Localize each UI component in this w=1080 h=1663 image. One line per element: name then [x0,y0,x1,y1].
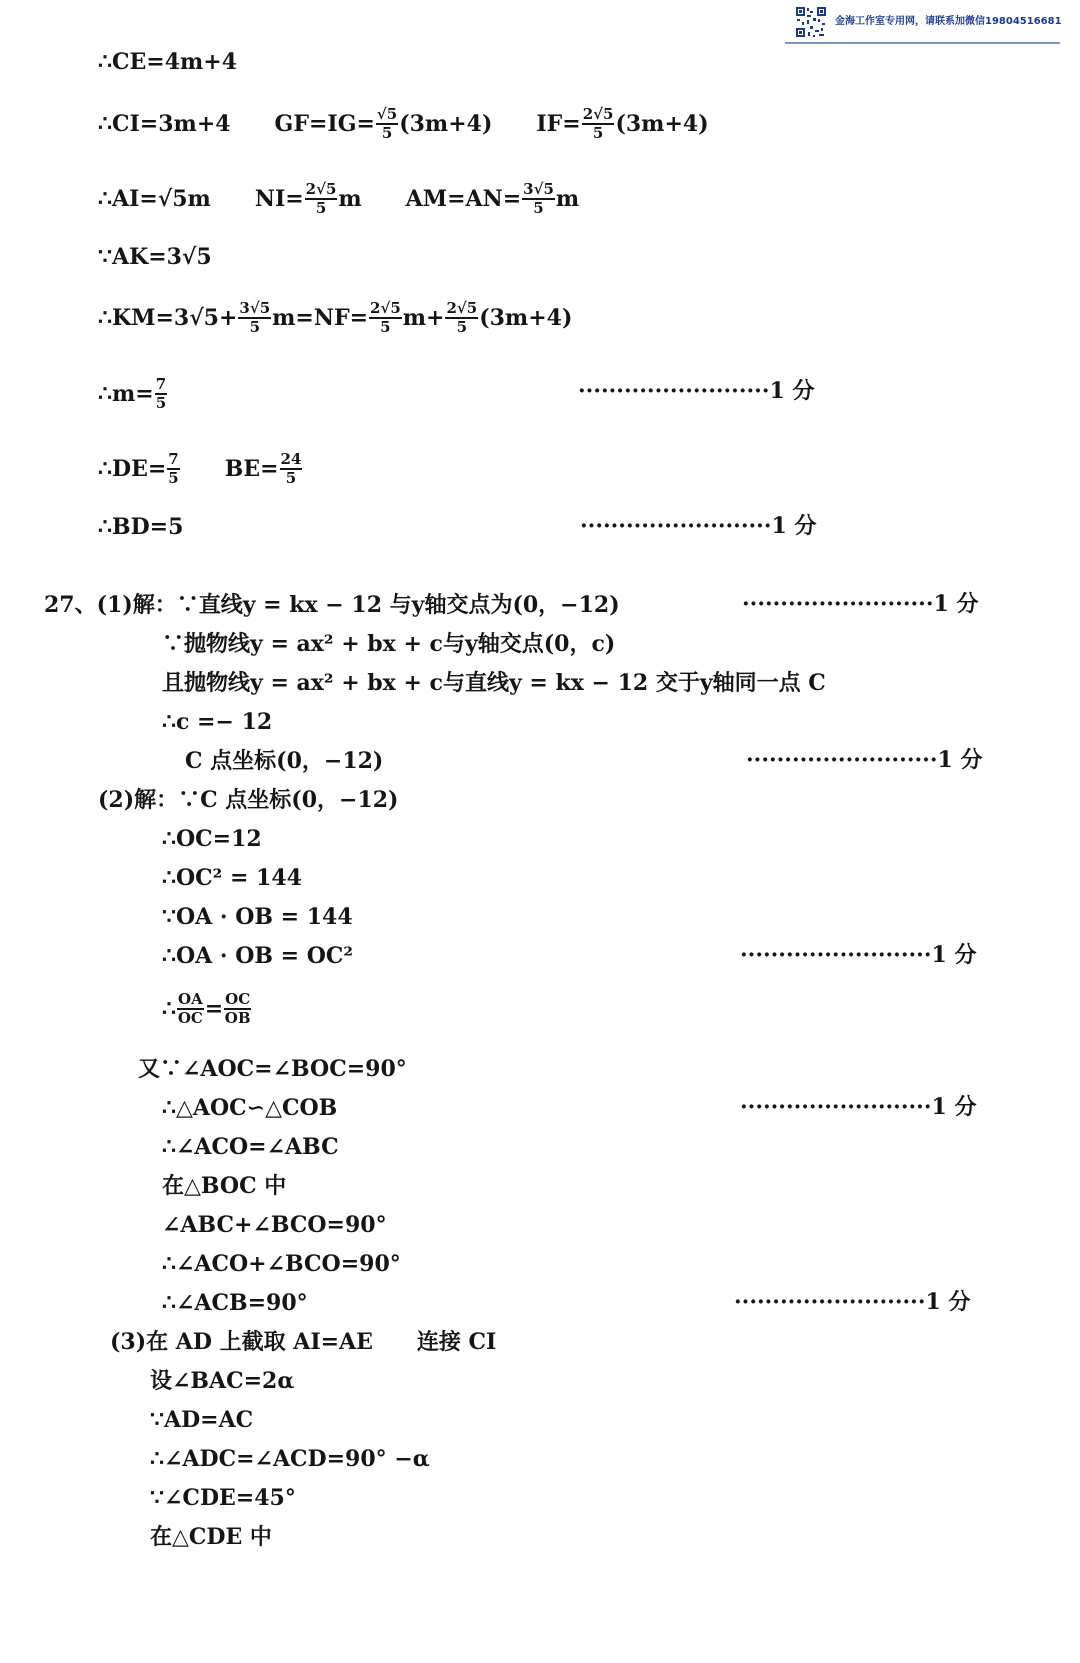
math-text: ∴m= [98,381,154,407]
math-text: 设∠BAC=2α [150,1368,295,1394]
score-mark: ·························1 分 [578,378,815,404]
solution-line [162,1209,387,1240]
fraction-denominator: 5 [155,394,167,412]
solution-line [150,1521,272,1552]
solution-line [98,784,398,815]
fraction [305,181,338,217]
fraction-denominator: OB [224,1009,251,1027]
math-text: ∴OA · OB = OC² [162,943,354,969]
math-text: ∴CI=3m+4 GF=IG= [98,111,375,137]
fraction-denominator: OC [177,1009,203,1027]
math-text: ∴AI=√5m NI= [98,186,304,212]
fraction-denominator: 5 [456,318,468,336]
math-text: ∴∠ACB=90° [162,1290,308,1316]
math-text: m+ [402,305,445,331]
fraction-denominator: 5 [380,318,391,336]
solution-line [150,1443,430,1474]
fraction [280,451,303,487]
fraction-denominator: 5 [168,469,179,487]
fraction [177,991,204,1027]
fraction [238,300,271,336]
solution-line [98,300,572,336]
math-text: ∴CE=4m+4 [98,49,238,75]
solution-line [162,667,826,698]
fraction-numerator: 3√5 [239,299,271,317]
math-text: 在△CDE 中 [150,1524,272,1550]
fraction [155,376,167,412]
math-text: = [204,996,224,1022]
solution-line [162,901,353,932]
solution-line [162,1287,308,1318]
math-text: ∴ [162,996,176,1022]
math-text: ∵∠CDE=45° [150,1485,296,1511]
solution-line [138,1053,407,1084]
fraction-numerator: 7 [155,375,167,393]
math-text: m AM=AN= [338,186,522,212]
score-mark: ·························1 分 [734,1289,971,1315]
page-header [795,6,1062,42]
fraction [376,106,398,142]
math-text: ∴c =− 12 [162,709,273,735]
solution-line [98,376,168,412]
fraction-numerator: √5 [376,105,398,123]
header-rule [785,42,1060,44]
qr-code-icon [795,6,827,38]
solution-line [162,862,302,893]
solution-line [98,181,579,217]
header-text: 金海工作室专用网，请联系加微信19804516681 [835,16,1062,27]
fraction-denominator: 5 [285,469,297,487]
math-text: ∠ABC+∠BCO=90° [162,1212,387,1238]
fraction [445,300,478,336]
math-text: (2)解：∵C 点坐标(0，−12) [98,787,399,813]
math-text: m=NF= [272,305,369,331]
fraction-denominator: 5 [381,124,393,142]
solution-line [150,1404,253,1435]
solution-line [150,1365,294,1396]
solution-line [162,1092,337,1123]
solution-line [162,706,272,737]
solution-line [162,991,252,1027]
math-text: 又∵∠AOC=∠BOC=90° [138,1056,407,1082]
fraction-numerator: OA [178,990,203,1008]
solution-line [162,1248,401,1279]
fraction-numerator: 2√5 [446,299,478,317]
solution-line [162,1170,286,1201]
math-text: ∴OC² = 144 [162,865,302,891]
math-text: ∴BD=5 [98,514,184,540]
fraction-numerator: 7 [168,450,179,468]
score-mark: ·························1 分 [746,747,983,773]
fraction-denominator: 5 [315,199,327,217]
math-text: (3m+4) [479,305,573,331]
fraction-denominator: 5 [592,124,604,142]
score-mark: ·························1 分 [740,942,977,968]
solution-line [110,1326,496,1357]
solution-line [162,1131,339,1162]
fraction [369,300,402,336]
math-text: ∴∠ACO=∠ABC [162,1134,339,1160]
math-text: ∵OA · OB = 144 [162,904,353,930]
math-text: (3m+4) IF= [399,111,581,137]
fraction-numerator: 2√5 [582,105,614,123]
math-text: 在△BOC 中 [162,1173,287,1199]
fraction [167,451,179,487]
math-text: ∵AK=3√5 [98,244,212,270]
solution-line [150,1482,296,1513]
fraction-denominator: 5 [533,199,544,217]
fraction [224,991,251,1027]
math-text: ∴KM=3√5+ [98,305,238,331]
math-text: 且抛物线y = ax² + bx + c与直线y = kx − 12 交于y轴同一点 C [162,670,826,696]
math-text: C 点坐标(0，−12) [185,748,384,774]
fraction [522,181,555,217]
math-text: ∴△AOC∽△COB [162,1095,338,1121]
fraction-numerator: OC [225,990,251,1008]
solution-line [98,106,709,142]
math-text: ∴DE= [98,456,167,482]
solution-line [98,241,212,272]
fraction-numerator: 3√5 [523,180,554,198]
math-text: (3m+4) [615,111,709,137]
math-text: 27、(1)解：∵直线y = kx − 12 与y轴交点为(0，−12) [44,592,620,618]
fraction [582,106,615,142]
fraction-denominator: 5 [249,318,260,336]
fraction-numerator: 2√5 [305,180,337,198]
score-mark: ·························1 分 [740,1094,977,1120]
solution-line [162,628,615,659]
solution-line [162,940,353,971]
solution-line [98,511,183,542]
math-text: ∴OC=12 [162,826,262,852]
solution-line [162,823,262,854]
solution-line [185,745,383,776]
solution-line [98,451,303,487]
math-text: ∵抛物线y = ax² + bx + c与y轴交点(0，c) [162,631,616,657]
math-text: ∴∠ADC=∠ACD=90° −α [150,1446,430,1472]
math-text: (3)在 AD 上截取 AI=AE 连接 CI [110,1329,497,1355]
math-text: m [555,186,580,212]
fraction-numerator: 24 [280,450,302,468]
score-mark: ·························1 分 [742,591,979,617]
math-text: BE= [180,456,279,482]
solution-line [44,589,620,620]
math-text: ∴∠ACO+∠BCO=90° [162,1251,401,1277]
score-mark: ·························1 分 [580,513,817,539]
math-text: ∵AD=AC [150,1407,254,1433]
fraction-numerator: 2√5 [370,299,401,317]
solution-line [98,46,237,77]
